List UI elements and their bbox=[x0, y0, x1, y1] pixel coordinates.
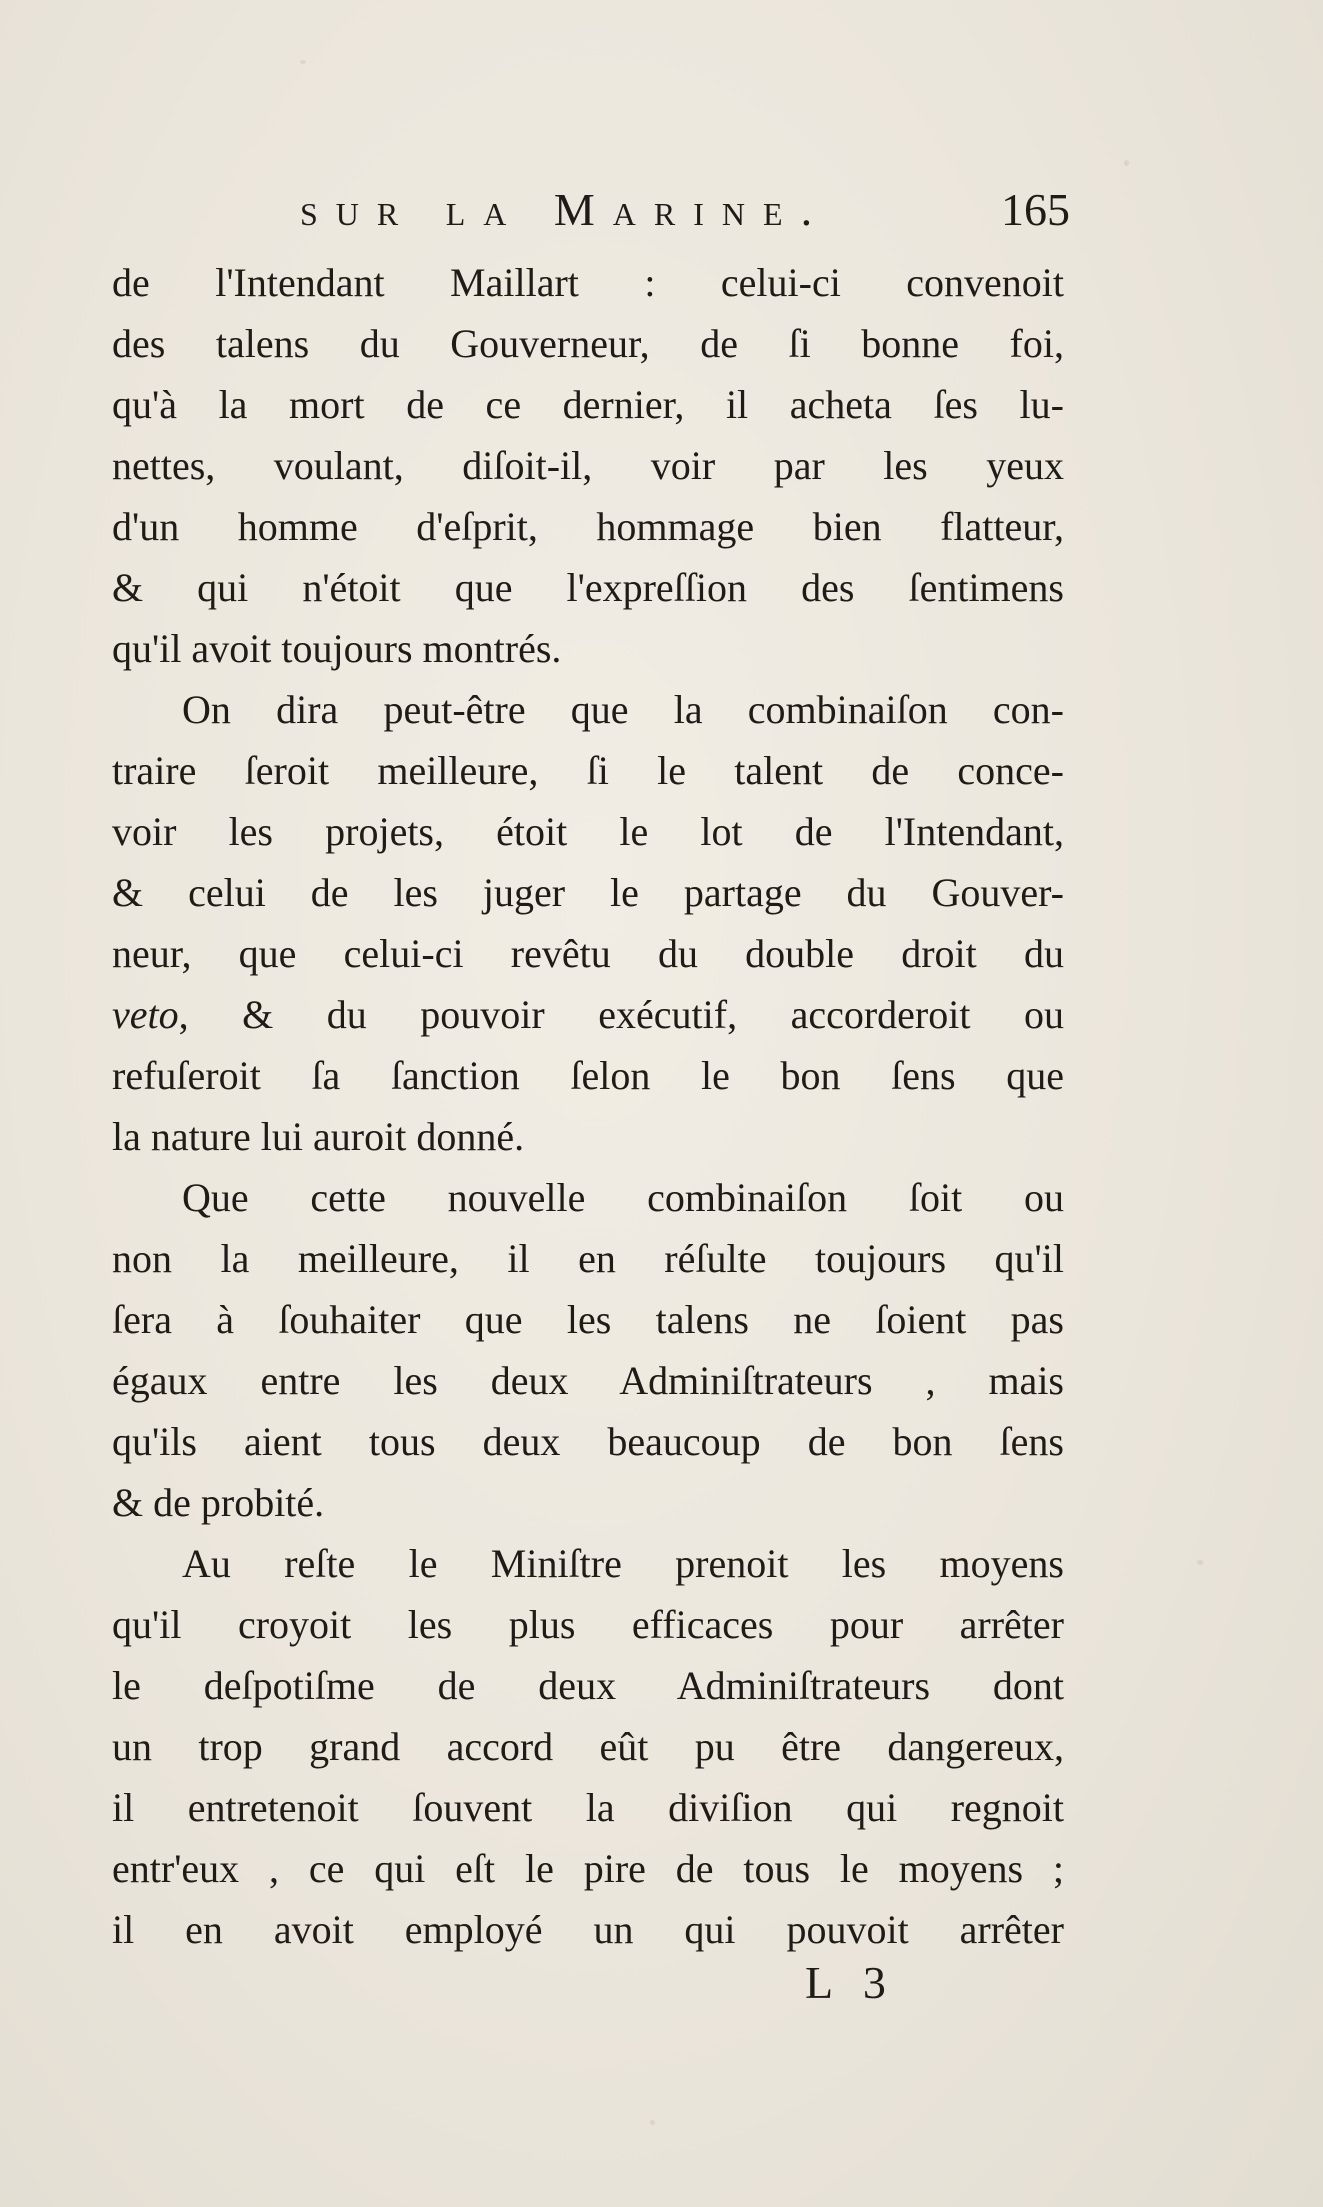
paragraph-3 bbox=[112, 1167, 1064, 1533]
text-line: qu'il croyoit les plus efficaces pour arrêter bbox=[112, 1602, 1064, 1647]
text-line: On dira peut-être que la combinaiſon con- bbox=[182, 687, 1064, 732]
text-line: des talens du Gouverneur, de ſi bonne foi, bbox=[112, 321, 1064, 366]
paper-speck bbox=[1124, 160, 1129, 166]
page-header bbox=[300, 182, 1070, 238]
text-line: d'un homme d'eſprit, hommage bien flatteur, bbox=[112, 504, 1064, 549]
page-number: 165 bbox=[1001, 184, 1070, 235]
text-line: qu'ils aient tous deux beaucoup de bon ſens bbox=[112, 1419, 1064, 1464]
paragraph-1 bbox=[112, 252, 1064, 679]
text-line: il en avoit employé un qui pouvoit arrêter bbox=[112, 1907, 1064, 1952]
text-line: Que cette nouvelle combinaiſon ſoit ou bbox=[182, 1175, 1064, 1220]
text-line: refuſeroit ſa ſanction ſelon le bon ſens que bbox=[112, 1053, 1064, 1098]
text-line: Au reſte le Miniſtre prenoit les moyens bbox=[182, 1541, 1064, 1586]
text-line: neur, que celui-ci revêtu du double droit du bbox=[112, 931, 1064, 976]
text-line: voir les projets, étoit le lot de l'Intendant, bbox=[112, 809, 1064, 854]
paper-speck bbox=[1197, 1560, 1203, 1565]
text-line: traire ſeroit meilleure, ſi le talent de conce- bbox=[112, 748, 1064, 793]
text-line: veto, & du pouvoir exécutif, accorderoit ou bbox=[112, 992, 1064, 1037]
paper-speck bbox=[300, 60, 306, 64]
text-line: & qui n'étoit que l'expreſſion des ſentimens bbox=[112, 565, 1064, 610]
paragraph-2 bbox=[112, 679, 1064, 1167]
text-line: un trop grand accord eût pu être dangereux, bbox=[112, 1724, 1064, 1769]
text-line: le deſpotiſme de deux Adminiſtrateurs dont bbox=[112, 1663, 1064, 1708]
text-line: qu'il avoit toujours montrés. bbox=[112, 626, 562, 671]
text-line: ſera à ſouhaiter que les talens ne ſoient pas bbox=[112, 1297, 1064, 1342]
running-head: sur la Marine. bbox=[300, 184, 831, 235]
text-line: & celui de les juger le partage du Gouver- bbox=[112, 870, 1064, 915]
paragraph-4 bbox=[112, 1533, 1064, 1960]
text-line: qu'à la mort de ce dernier, il acheta ſes lu- bbox=[112, 382, 1064, 427]
signature-mark: L 3 bbox=[805, 1957, 896, 2008]
body-text bbox=[112, 252, 1064, 1960]
text-line: égaux entre les deux Adminiſtrateurs , mais bbox=[112, 1358, 1064, 1403]
text-line: & de probité. bbox=[112, 1480, 325, 1525]
text-line: entr'eux , ce qui eſt le pire de tous le moyens ; bbox=[112, 1846, 1064, 1891]
text-line: non la meilleure, il en réſulte toujours qu'il bbox=[112, 1236, 1064, 1281]
paper-speck bbox=[650, 2120, 655, 2125]
text-line: il entretenoit ſouvent la diviſion qui regnoit bbox=[112, 1785, 1064, 1830]
text-line: de l'Intendant Maillart : celui-ci convenoit bbox=[112, 260, 1064, 305]
text-line: la nature lui auroit donné. bbox=[112, 1114, 525, 1159]
text-line: nettes, voulant, diſoit-il, voir par les yeux bbox=[112, 443, 1064, 488]
